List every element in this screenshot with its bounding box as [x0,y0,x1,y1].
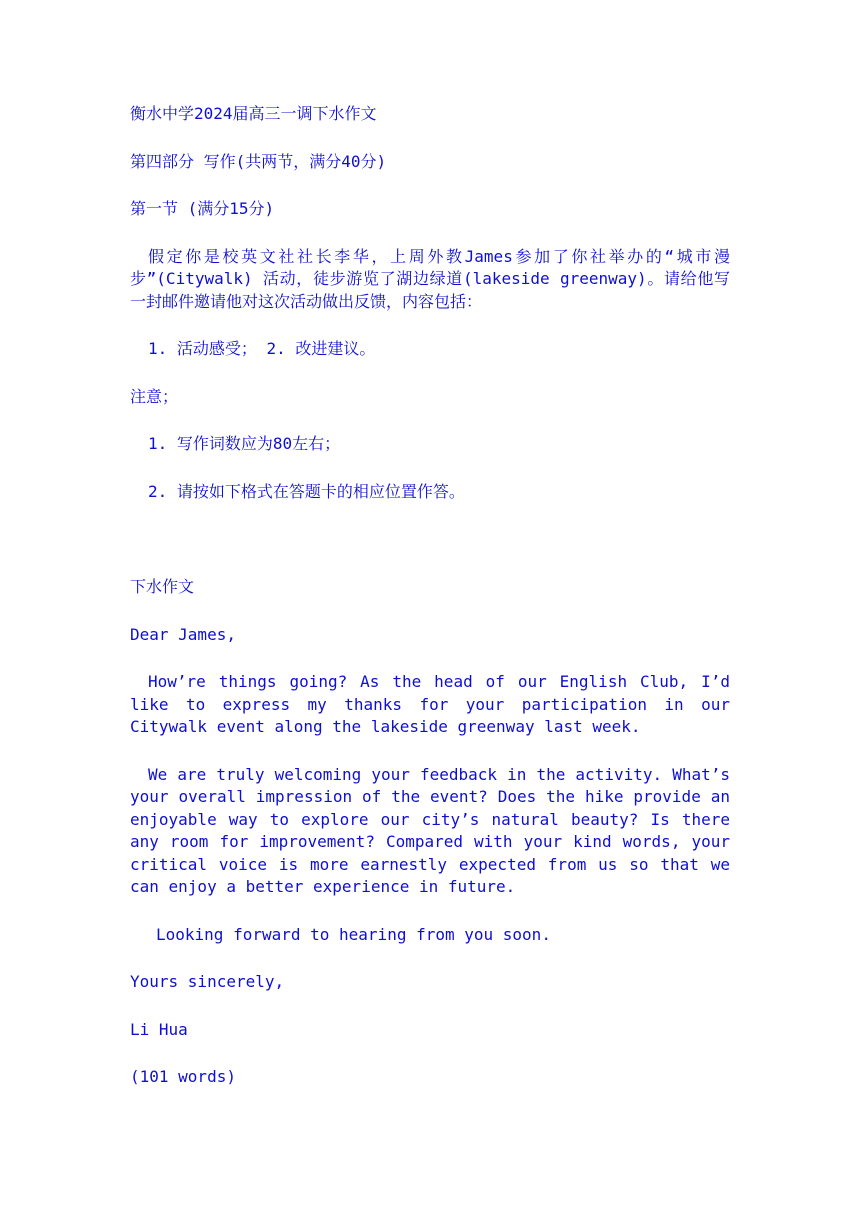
document-title: 衡水中学2024届高三一调下水作文 [130,104,377,123]
letter-paragraph-1: How’re things going? As the head of our English Club, I’d like to express my thanks for your participation in our Citywalk event along the lakeside greenway last week. [130,672,730,736]
word-count: (101 words) [130,1067,236,1086]
notes-label: 注意； [130,386,179,406]
sample-heading: 下水作文 [130,577,195,596]
subsection-heading: 第一节 (满分15分) [130,199,275,218]
content-points: 1. 活动感受； 2. 改进建议。 [148,339,376,358]
note-item-2: 2. 请按如下格式在答题卡的相应位置作答。 [148,481,465,501]
document-page [130,103,730,1089]
letter-paragraph-2: We are truly welcoming your feedback in the activity. What’s your overall impression of the event? Does the hike provide an enjoyable way to explore our city’s natural beauty? Is there any room for improvement? Compared with your kind words, your critical voice is more earnestly expected from us so that we can enjoy a better experience in future. [130,764,730,896]
letter-closing-line: Looking forward to hearing from you soon. [156,924,551,944]
note-item-1: 1. 写作词数应为80左右； [148,434,341,453]
letter-salutation: Dear James, [130,624,236,644]
prompt-paragraph: 假定你是校英文社社长李华，上周外教James参加了你社举办的“城市漫步”(Citywalk) 活动，徒步游览了湖边绿道(lakeside greenway)。请给他写一封邮件邀请他对这次活动做出反馈，内容包括： [130,246,730,311]
section-heading: 第四部分 写作(共两节，满分40分) [130,151,387,171]
letter-sign-off: Yours sincerely, [130,972,285,991]
letter-signature: Li Hua [130,1019,188,1039]
